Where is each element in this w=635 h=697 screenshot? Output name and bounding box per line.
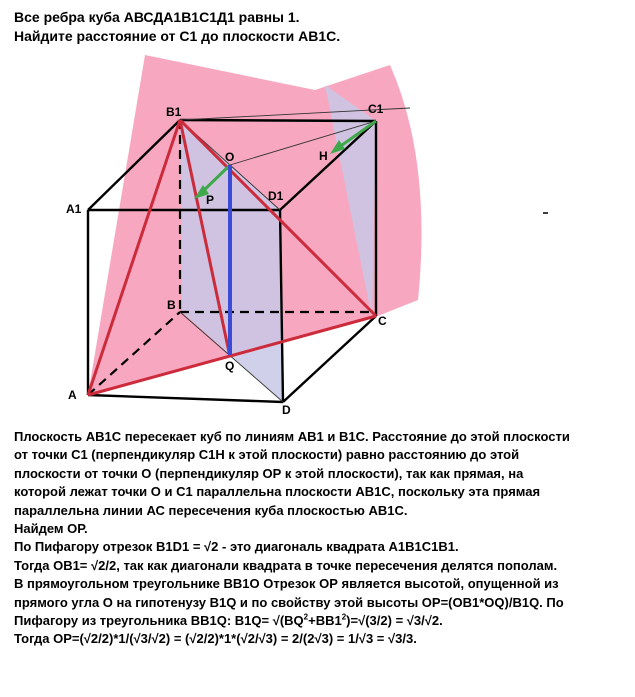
label-c1: C1 <box>368 102 384 116</box>
solution-line-4: которой лежат точки О и С1 параллельна плоскости АВ1С, поскольку эта прямая <box>14 484 541 500</box>
label-a: A <box>68 388 77 402</box>
problem-statement <box>14 8 340 46</box>
formula-part-1: Пифагору из треугольника ВВ1Q: B1Q= √(BQ <box>14 613 304 629</box>
label-h: H <box>319 149 328 163</box>
problem-line-1: Все ребра куба АВСДА1В1С1Д1 равны 1. <box>14 9 300 25</box>
cube-diagram <box>0 50 635 425</box>
label-o: O <box>225 150 235 164</box>
label-b: B <box>167 298 176 312</box>
label-d: D <box>282 403 291 417</box>
solution-line-10: прямого угла О на гипотенузу В1Q и по свойству этой высоты ОР=(ОВ1*ОQ)/B1Q. По <box>14 594 564 610</box>
solution-line-9: В прямоугольном треугольнике ВВ1О Отрезок ОР является высотой, опущенной из <box>14 576 559 592</box>
label-b1: B1 <box>166 105 182 119</box>
solution-line-8: Тогда ОВ1= √2/2, так как диагонали квадрата в точке пересечения делятся пополам. <box>14 557 558 573</box>
solution-text <box>14 428 626 649</box>
formula-part-2: +BB1 <box>308 613 342 629</box>
solution-line-1: Плоскость АВ1С пересекает куб по линиям АВ1 и В1С. Расстояние до этой плоскости <box>14 429 570 444</box>
label-c: C <box>378 314 387 328</box>
solution-line-3: плоскости от точки О (перпендикуляр ОР к этой плоскости), так как прямая, на <box>14 465 524 481</box>
solution-line-7: По Пифагору отрезок В1D1 = √2 - это диагональ квадрата A1B1C1B1. <box>14 539 459 555</box>
solution-line-6: Найдем ОР. <box>14 521 88 537</box>
formula-part-3: )=√(3/2) = √3/√2. <box>346 613 443 629</box>
problem-line-2: Найдите расстояние от С1 до плоскости АВ1С. <box>14 28 341 44</box>
superscript-2b: 2 <box>341 612 347 622</box>
label-a1: A1 <box>66 202 82 216</box>
solution-line-11 <box>14 612 626 630</box>
superscript-2a: 2 <box>303 612 309 622</box>
label-d1: D1 <box>268 189 284 203</box>
solution-line-5: параллельна линии АС пересечения куба плоскостью АВ1С. <box>14 502 408 518</box>
label-q: Q <box>225 359 235 373</box>
label-p: P <box>206 193 215 207</box>
solution-line-12: Тогда ОР=(√2/2)*1/(√3/√2) = (√2/2)*1*(√2/√3) = 2/(2√3) = 1/√3 = √3/3. <box>14 631 417 647</box>
solution-line-2: от точки С1 (перпендикуляр С1Н к этой плоскости) равно расстоянию до этой <box>14 447 520 463</box>
